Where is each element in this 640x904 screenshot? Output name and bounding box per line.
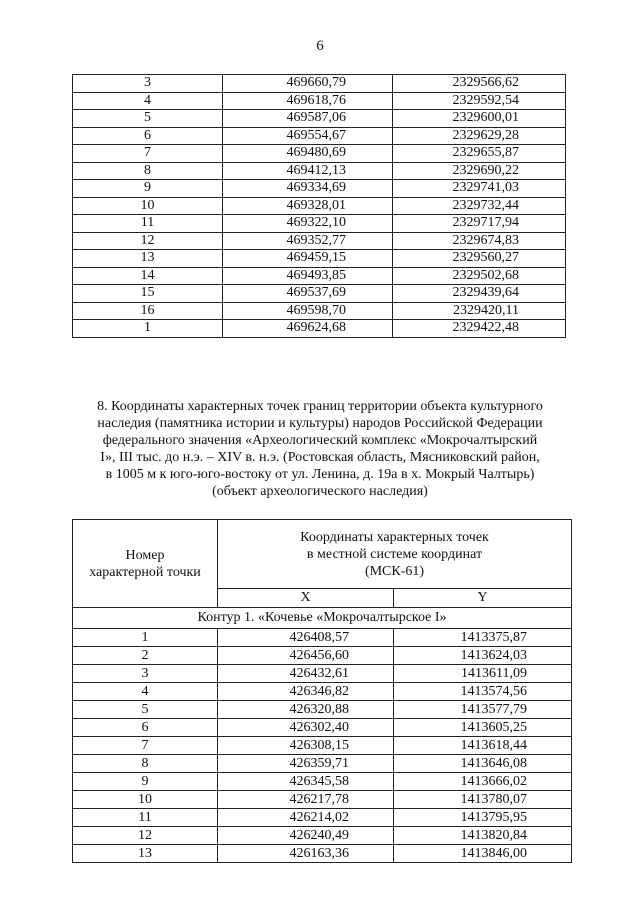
- heading-line: 8. Координаты характерных точек границ территории объекта культурного: [97, 399, 543, 414]
- x-coordinate-cell: 469624,68: [223, 320, 393, 338]
- x-coordinate-cell: 469554,67: [223, 127, 393, 145]
- point-number-cell: 8: [73, 755, 218, 773]
- heading-line: (объект археологического наследия): [212, 484, 428, 499]
- point-number-cell: 12: [73, 232, 223, 250]
- y-coordinate-cell: 2329717,94: [393, 215, 566, 233]
- point-number-cell: 3: [73, 75, 223, 93]
- contour-label: Контур 1. «Кочевье «Мокрочалтырское I»: [73, 608, 572, 629]
- table-row: [73, 845, 572, 863]
- table-row: [73, 75, 566, 93]
- table-row: [73, 629, 572, 647]
- table-row: [73, 232, 566, 250]
- header-coordinate-system: Координаты характерных точек в местной системе координат (МСК-61): [218, 520, 572, 589]
- x-coordinate-cell: 426302,40: [218, 719, 394, 737]
- point-number-cell: 9: [73, 180, 223, 198]
- point-number-cell: 15: [73, 285, 223, 303]
- table-row: [73, 665, 572, 683]
- point-number-cell: 16: [73, 302, 223, 320]
- header-point-number: Номер характерной точки: [73, 520, 218, 608]
- table-row: [73, 701, 572, 719]
- table-row: [73, 162, 566, 180]
- x-coordinate-cell: 426345,58: [218, 773, 394, 791]
- table-row: [73, 197, 566, 215]
- y-coordinate-cell: 2329439,64: [393, 285, 566, 303]
- header-axis-y: Y: [394, 589, 572, 608]
- point-number-cell: 11: [73, 215, 223, 233]
- x-coordinate-cell: 469537,69: [223, 285, 393, 303]
- point-number-cell: 1: [73, 320, 223, 338]
- coordinates-table: [72, 519, 572, 863]
- x-coordinate-cell: 469328,01: [223, 197, 393, 215]
- table-row: [73, 827, 572, 845]
- y-coordinate-cell: 2329629,28: [393, 127, 566, 145]
- y-coordinate-cell: 2329732,44: [393, 197, 566, 215]
- x-coordinate-cell: 426163,36: [218, 845, 394, 863]
- x-coordinate-cell: 426432,61: [218, 665, 394, 683]
- x-coordinate-cell: 426408,57: [218, 629, 394, 647]
- y-coordinate-cell: 2329690,22: [393, 162, 566, 180]
- point-number-cell: 13: [73, 845, 218, 863]
- table-row: [73, 791, 572, 809]
- y-coordinate-cell: 1413618,44: [394, 737, 572, 755]
- x-coordinate-cell: 426456,60: [218, 647, 394, 665]
- point-number-cell: 6: [73, 127, 223, 145]
- y-coordinate-cell: 1413646,08: [394, 755, 572, 773]
- point-number-cell: 12: [73, 827, 218, 845]
- table-row: [73, 267, 566, 285]
- x-coordinate-cell: 469480,69: [223, 145, 393, 163]
- table-row: [73, 647, 572, 665]
- point-number-cell: 6: [73, 719, 218, 737]
- point-number-cell: 3: [73, 665, 218, 683]
- y-coordinate-cell: 1413624,03: [394, 647, 572, 665]
- x-coordinate-cell: 426214,02: [218, 809, 394, 827]
- x-coordinate-cell: 426308,15: [218, 737, 394, 755]
- table-row: [73, 719, 572, 737]
- y-coordinate-cell: 2329422,48: [393, 320, 566, 338]
- point-number-cell: 11: [73, 809, 218, 827]
- y-coordinate-cell: 2329566,62: [393, 75, 566, 93]
- x-coordinate-cell: 469459,15: [223, 250, 393, 268]
- point-number-cell: 7: [73, 737, 218, 755]
- x-coordinate-cell: 469322,10: [223, 215, 393, 233]
- x-coordinate-cell: 426320,88: [218, 701, 394, 719]
- table-row: [73, 755, 572, 773]
- y-coordinate-cell: 1413577,79: [394, 701, 572, 719]
- y-coordinate-cell: 1413611,09: [394, 665, 572, 683]
- table-row: [73, 320, 566, 338]
- x-coordinate-cell: 469587,06: [223, 110, 393, 128]
- y-coordinate-cell: 2329741,03: [393, 180, 566, 198]
- page-number: 6: [316, 38, 324, 54]
- table-row: [73, 215, 566, 233]
- table-row: [73, 773, 572, 791]
- point-number-cell: 13: [73, 250, 223, 268]
- x-coordinate-cell: 469334,69: [223, 180, 393, 198]
- point-number-cell: 7: [73, 145, 223, 163]
- heading-line: наследия (памятника истории и культуры) народов Российской Федерации: [97, 416, 543, 431]
- point-number-cell: 10: [73, 791, 218, 809]
- x-coordinate-cell: 469493,85: [223, 267, 393, 285]
- x-coordinate-cell: 426240,49: [218, 827, 394, 845]
- y-coordinate-cell: 1413795,95: [394, 809, 572, 827]
- y-coordinate-cell: 1413846,00: [394, 845, 572, 863]
- x-coordinate-cell: 469660,79: [223, 75, 393, 93]
- y-coordinate-cell: 1413375,87: [394, 629, 572, 647]
- x-coordinate-cell: 469598,70: [223, 302, 393, 320]
- table-row: [73, 145, 566, 163]
- header-axis-x: X: [218, 589, 394, 608]
- table-row: [73, 92, 566, 110]
- heading-line: в 1005 м к юго-юго-востоку от ул. Ленина, д. 19а в х. Мокрый Чалтырь): [105, 467, 535, 482]
- point-number-cell: 14: [73, 267, 223, 285]
- x-coordinate-cell: 469412,13: [223, 162, 393, 180]
- y-coordinate-cell: 1413666,02: [394, 773, 572, 791]
- table-row: [73, 250, 566, 268]
- point-number-cell: 9: [73, 773, 218, 791]
- point-number-cell: 4: [73, 683, 218, 701]
- table-row: [73, 683, 572, 701]
- point-number-cell: 2: [73, 647, 218, 665]
- table-row: [73, 302, 566, 320]
- y-coordinate-cell: 2329600,01: [393, 110, 566, 128]
- y-coordinate-cell: 1413780,07: [394, 791, 572, 809]
- point-number-cell: 10: [73, 197, 223, 215]
- coordinates-table-continued: [72, 74, 566, 338]
- table-row: [73, 285, 566, 303]
- point-number-cell: 1: [73, 629, 218, 647]
- y-coordinate-cell: 2329502,68: [393, 267, 566, 285]
- table-row: [73, 809, 572, 827]
- heading-line: федерального значения «Археологический комплекс «Мокрочалтырский: [102, 433, 538, 448]
- point-number-cell: 4: [73, 92, 223, 110]
- point-number-cell: 8: [73, 162, 223, 180]
- table-row: [73, 180, 566, 198]
- y-coordinate-cell: 1413574,56: [394, 683, 572, 701]
- y-coordinate-cell: 2329560,27: [393, 250, 566, 268]
- point-number-cell: 5: [73, 701, 218, 719]
- y-coordinate-cell: 1413820,84: [394, 827, 572, 845]
- table-row: [73, 737, 572, 755]
- heading-line: I», III тыс. до н.э. – XIV в. н.э. (Ростовская область, Мясниковский район,: [100, 450, 540, 465]
- section-heading: [70, 398, 570, 500]
- point-number-cell: 5: [73, 110, 223, 128]
- x-coordinate-cell: 426217,78: [218, 791, 394, 809]
- y-coordinate-cell: 2329592,54: [393, 92, 566, 110]
- table-row: [73, 110, 566, 128]
- x-coordinate-cell: 426359,71: [218, 755, 394, 773]
- y-coordinate-cell: 1413605,25: [394, 719, 572, 737]
- table-row: [73, 127, 566, 145]
- y-coordinate-cell: 2329420,11: [393, 302, 566, 320]
- x-coordinate-cell: 469352,77: [223, 232, 393, 250]
- x-coordinate-cell: 469618,76: [223, 92, 393, 110]
- x-coordinate-cell: 426346,82: [218, 683, 394, 701]
- y-coordinate-cell: 2329674,83: [393, 232, 566, 250]
- y-coordinate-cell: 2329655,87: [393, 145, 566, 163]
